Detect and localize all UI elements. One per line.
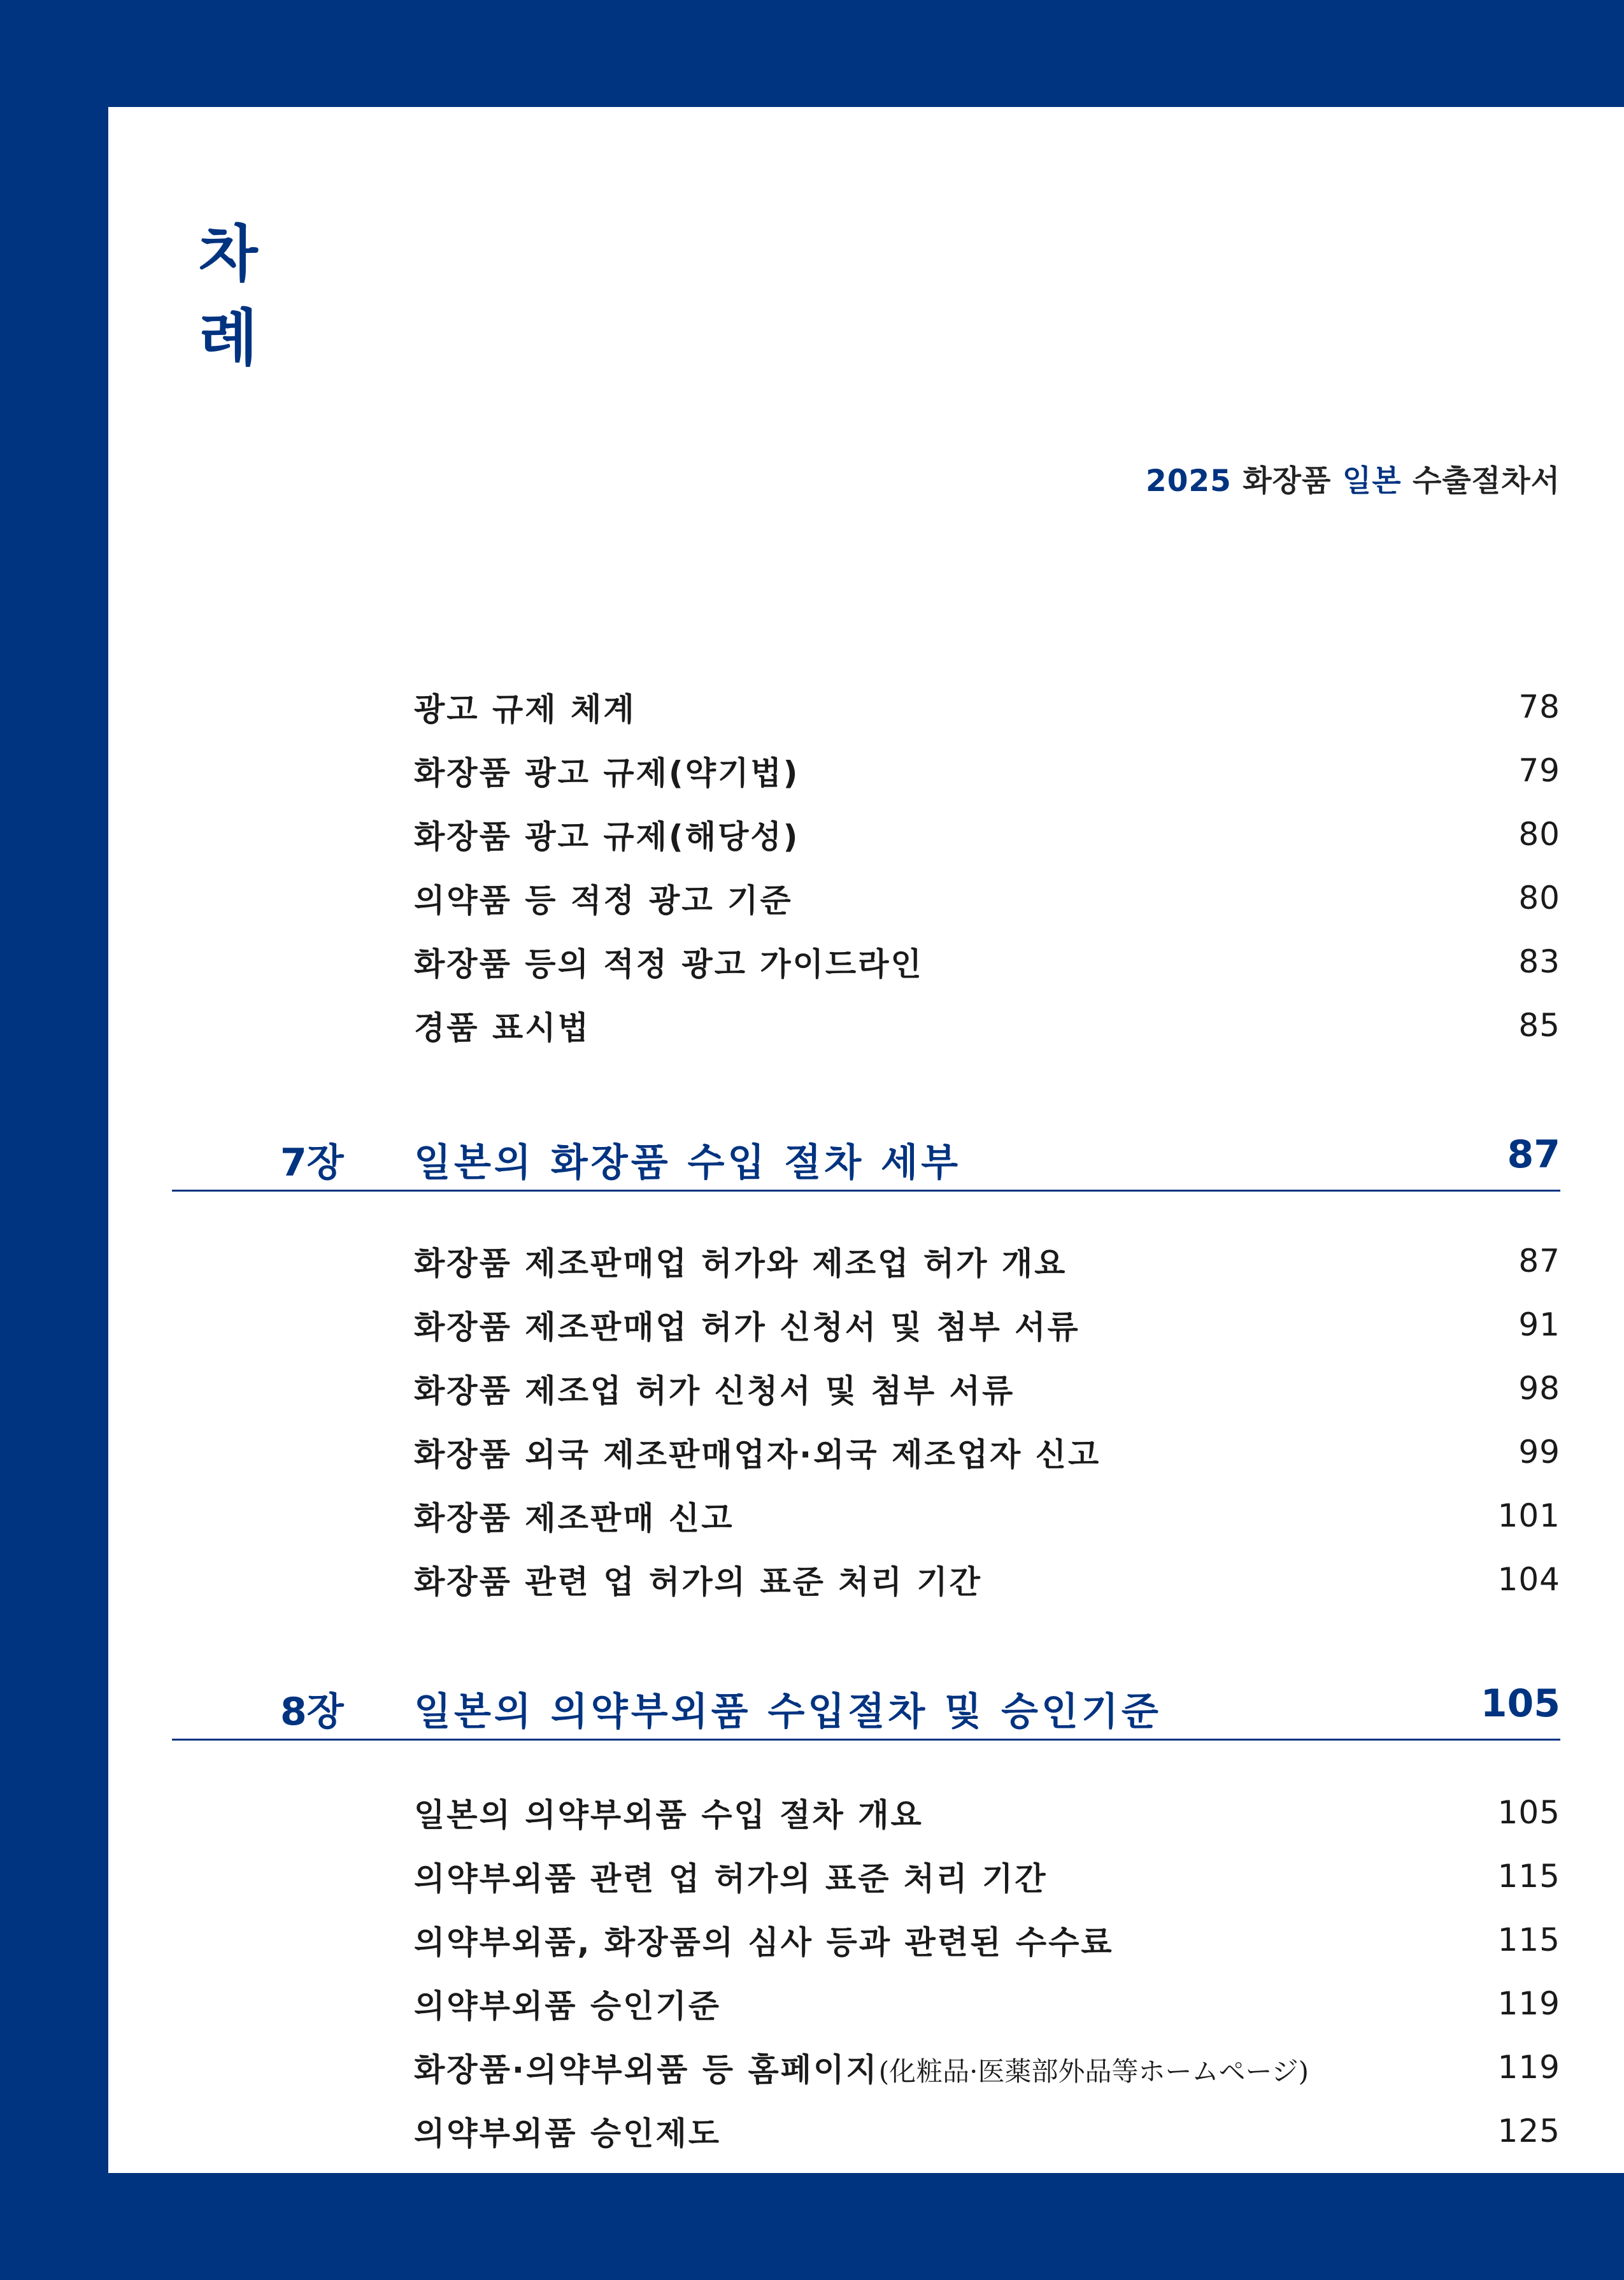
chapter-title: 일본의 화장품 수입 절차 세부 <box>414 1141 962 1185</box>
toc-entry-label: 화장품 관련 업 허가의 표준 처리 기간 <box>414 1564 982 1600</box>
chapter-number: 7장 <box>280 1141 344 1185</box>
toc-entry-page: 115 <box>1497 1921 1560 1958</box>
toc-entry-label: 일본의 의약부외품 수입 절차 개요 <box>414 1797 923 1834</box>
toc-entry-label: 의약부외품 승인제도 <box>414 2115 722 2152</box>
header-accent: 일본 <box>1342 464 1402 499</box>
toc-entry-label: 화장품 제조판매업 허가와 제조업 허가 개요 <box>414 1245 1067 1282</box>
toc-entry-page: 101 <box>1497 1497 1560 1534</box>
toc-entry-page: 119 <box>1497 1985 1560 2022</box>
toc-entry[interactable] <box>414 875 1560 921</box>
toc-entry[interactable] <box>414 1429 1560 1475</box>
toc-entry-label: 화장품 제조판매 신고 <box>414 1500 734 1537</box>
toc-entry-page: 125 <box>1497 2113 1560 2149</box>
chapter-title: 일본의 의약부외품 수입절차 및 승인기준 <box>414 1690 1162 1734</box>
toc-title-char-1: 차 <box>199 218 258 290</box>
toc-entry[interactable] <box>414 748 1560 794</box>
toc-entry-page: 98 <box>1518 1370 1560 1407</box>
toc-entry-page: 85 <box>1518 1007 1560 1044</box>
chapter-number: 8장 <box>280 1690 344 1734</box>
toc-entry[interactable] <box>414 1002 1560 1048</box>
toc-entry[interactable] <box>414 939 1560 985</box>
toc-entry-page: 119 <box>1497 2049 1560 2086</box>
toc-entry[interactable] <box>414 2108 1560 2154</box>
chapter-page: 87 <box>1507 1132 1560 1177</box>
toc-entry-label: 화장품 외국 제조판매업자·외국 제조업자 신고 <box>414 1436 1101 1473</box>
toc-entry-label: 의약부외품, 화장품의 심사 등과 관련된 수수료 <box>414 1924 1114 1961</box>
toc-entry-label: 화장품 광고 규제(해당성) <box>414 818 800 855</box>
toc-entry[interactable] <box>414 1557 1560 1602</box>
toc-entry-label: 화장품 제조업 허가 신청서 및 첨부 서류 <box>414 1372 1015 1409</box>
toc-entry-page: 78 <box>1518 688 1560 725</box>
toc-entry[interactable] <box>414 1493 1560 1539</box>
header-year: 2025 <box>1146 464 1232 499</box>
chapter-8-heading[interactable] <box>172 1675 1560 1741</box>
header-text-1: 화장품 <box>1243 464 1332 499</box>
toc-entry-label-japanese: (化粧品·医薬部外品等ホームページ) <box>878 2056 1309 2087</box>
toc-entry-label: 화장품 등의 적정 광고 가이드라인 <box>414 946 923 983</box>
toc-entry-page: 115 <box>1497 1858 1560 1895</box>
toc-entry-page: 80 <box>1518 816 1560 853</box>
toc-entry[interactable] <box>414 1981 1560 2027</box>
toc-entry[interactable] <box>414 2044 1560 2090</box>
toc-entry-label <box>414 2044 1309 2090</box>
toc-entry[interactable] <box>414 1790 1560 1835</box>
toc-entry[interactable] <box>414 811 1560 857</box>
toc-entry-page: 79 <box>1518 752 1560 789</box>
toc-entry[interactable] <box>414 1238 1560 1284</box>
toc-entry-label: 경품 표시법 <box>414 1009 590 1046</box>
toc-entry-page: 105 <box>1497 1794 1560 1831</box>
toc-entry-page: 99 <box>1518 1434 1560 1471</box>
toc-entry-page: 104 <box>1497 1561 1560 1598</box>
toc-entry-page: 83 <box>1518 943 1560 980</box>
toc-entry[interactable] <box>414 1853 1560 1899</box>
toc-entry-label: 의약부외품 승인기준 <box>414 1988 722 2025</box>
header-text-2: 수출절차서 <box>1412 464 1560 499</box>
toc-entry-label: 의약품 등 적정 광고 기준 <box>414 882 793 919</box>
toc-entry-label: 광고 규제 체계 <box>414 691 636 728</box>
toc-entry-label: 화장품 제조판매업 허가 신청서 및 첨부 서류 <box>414 1309 1080 1346</box>
toc-entry-page: 91 <box>1518 1306 1560 1343</box>
toc-entry[interactable] <box>414 684 1560 730</box>
toc-title-char-2: 례 <box>199 303 258 374</box>
chapter-page: 105 <box>1480 1681 1560 1726</box>
toc-entry-page: 87 <box>1518 1243 1560 1279</box>
toc-entry[interactable] <box>414 1917 1560 1963</box>
table-of-contents <box>108 107 1624 2173</box>
toc-entry[interactable] <box>414 1302 1560 1348</box>
toc-entry[interactable] <box>414 1365 1560 1411</box>
page-paper <box>108 107 1624 2173</box>
toc-entry-label-main: 화장품·의약부외품 등 홈페이지 <box>414 2051 879 2088</box>
toc-entry-label: 의약부외품 관련 업 허가의 표준 처리 기간 <box>414 1860 1048 1897</box>
chapter-7-heading[interactable] <box>172 1126 1560 1192</box>
toc-entry-label: 화장품 광고 규제(약기법) <box>414 755 800 792</box>
toc-entry-page: 80 <box>1518 880 1560 916</box>
